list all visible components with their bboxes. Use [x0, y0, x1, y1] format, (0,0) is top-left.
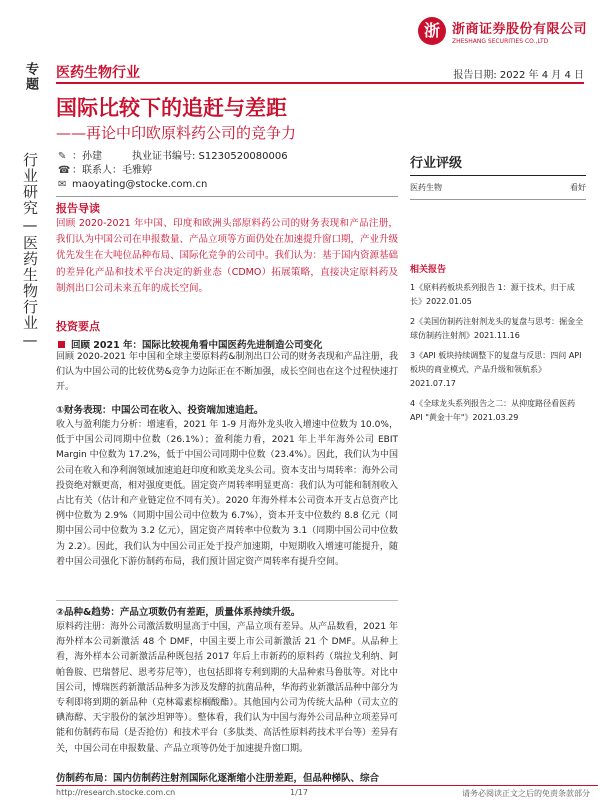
points-intro: 回顾 2020-2021 年中国和全球主要原料药&制剂出口公司的财务表现和产品注册，我们认为中国公司的比较优势&竞争力边际正在不断加强，成长空间也在这个过程快速打开。	[56, 352, 398, 393]
page-subtitle: ——再论中印欧原料药公司的竞争力	[56, 124, 297, 142]
rating-value: 看好	[570, 183, 586, 192]
page-title: 国际比较下的追赶与差距	[56, 96, 287, 120]
rating-rule	[410, 175, 586, 176]
related-title: 相关报告	[410, 265, 447, 275]
variety-text: 原料药注册：海外公司激活数明显高于中国，产品立项有差异。从产品数看，2021 年海外样本公司新激活 48 个 DMF，中国主要上市公司新激活 21 个 DMF。从品种上看，海外样本公司新激活品种既包括 2017 年后上市新药的原料药（瑞拉戈利纳、阿帕鲁胺、巴瑞替尼、恩考芬尼等），也包括即将专利到期的大品种索马鲁肽等。对比中国公司，博瑞医药新激活品种多为涉及发酵的抗菌品种，华海药业新激活品种中部分为专利即将到期的新品种（克林霉素棕榈酸酯）。其他国内公司为传统大品种（司太立的碘海醇、天宇股份的氯沙坦钾等）。整体看，我们认为中国与海外公司品种立项差异可能和仿制药布局（是否抢仿）和技术平台（多肽类、高活性原料药技术平台等）差异有关，中国公司在申报数量、产品立项等仍处于加速提升窗口期。	[56, 622, 399, 754]
related-list	[410, 281, 586, 425]
email-icon: ✉	[58, 179, 67, 190]
points-bullet-text: 回顾 2021 年：国际比较视角看中国医药先进制造公司变化	[71, 340, 323, 351]
industry-tag: 医药生物行业	[56, 65, 140, 81]
page-number: 1/17	[290, 788, 308, 797]
report-date: 报告日期: 2022 年 4 月 4 日	[453, 70, 584, 81]
rating-panel	[410, 152, 586, 200]
band-top-label: 专题	[23, 62, 38, 92]
analyst-row	[58, 150, 288, 164]
finance-heading: ①财务表现：中国公司在收入、投资端加速追赶。	[56, 405, 264, 416]
logo-mark: 浙	[418, 17, 446, 45]
guide-text: 回顾 2020-2021 年中国、印度和欧洲头部原料药公司的财务表现和产品注册，我们认为中国公司在申报数量、产品立项等方面仍处在加速提升窗口期，产业升级优先发生在大吨位品种布局、国际化竞争的公司中。我们认为：基于国内资源基础的差异化产品和技术平台决定的新业态（CDMO）拓展策略，直接决定原料药及制剂出口公司未来五年的成长空间。	[56, 218, 399, 294]
related-item[interactable]: 3《API 板块持续调整下的复盘与反思：四问 API 板块的商业模式、产品升级和领航系》2021.07.17	[410, 351, 582, 388]
email-row	[58, 178, 288, 192]
related-item[interactable]: 2《美国仿制药注射剂龙头的复盘与思考：掘金全球仿制药注射剂》2021.11.16	[410, 317, 584, 340]
header-divider	[56, 82, 584, 84]
contact-person: ：联系人：毛雅婷	[72, 165, 152, 176]
footer-disclaimer: 请务必阅读正文之后的免责条款部分	[462, 789, 590, 798]
points-bullet	[58, 337, 323, 351]
logo-name-en: ZHESHANG SECURITIES CO.,LTD	[452, 37, 549, 45]
analyst-cert: 执业证书编号: S1230520080006	[132, 151, 288, 162]
band-bottom-label: 行业研究—医药生物行业—	[21, 152, 39, 350]
analyst-name: ：孙建	[72, 151, 102, 162]
guide-heading: 报告导读	[56, 202, 100, 215]
bullet-square-icon	[58, 341, 65, 348]
analyst-info	[58, 150, 288, 192]
related-item[interactable]: 4《全球龙头系列报告之二：从抑度路径看医药 API "黄金十年"》2021.03.29	[410, 399, 576, 422]
logo-name-cn: 浙商证券股份有限公司	[452, 21, 588, 37]
left-band	[16, 62, 44, 92]
section-divider	[56, 600, 398, 601]
company-logo	[418, 14, 588, 48]
footer-divider	[56, 785, 598, 786]
phone-icon: ☎	[58, 165, 71, 176]
logo-text	[452, 18, 587, 45]
related-panel	[410, 262, 586, 431]
rating-row	[410, 182, 586, 200]
rating-title: 行业评级	[410, 156, 463, 171]
user-icon: ✎	[58, 151, 67, 162]
footer-url[interactable]: http://research.stocke.com.cn	[56, 788, 176, 797]
contact-row	[58, 164, 288, 178]
variety-heading: ②品种&趋势：产品立项数仍有差距，质量体系持续升级。	[56, 607, 301, 618]
related-item[interactable]: 1《原料药板块系列报告 1：源于技术，归于成长》2022.01.05	[410, 283, 575, 306]
points-heading: 投资要点	[56, 320, 100, 333]
rating-industry: 医药生物	[410, 183, 442, 192]
divider	[56, 196, 398, 197]
generic-heading: 仿制药布局：国内仿制药注射剂国际化逐渐缩小注册差距，但品种梯队、综合	[56, 773, 380, 784]
email-link[interactable]: maoyating@stocke.com.cn	[72, 179, 208, 190]
finance-text: 收入与盈利能力分析：增速看，2021 年 1-9 月海外龙头收入增速中位数为 10.0%，低于中国公司同期中位数（26.1%）；盈利能力看，2021 年上半年海外公司 EBIT Margin 中位数为 17.2%，低于中国公司同期中位数（23.4%）。因此，我们认为中国公司在收入和净利润领域加速追赶印度和欧美龙头公司。资本支出与周转率：海外公司投资绝对额更高，相对强度更低。固定资产周转率明显更高：我们认为可能和制剂收入占比有关（估计和产业链定位不同有关）。2020 年海外样本公司资本开支占总资产比例中位数为 2.9%（同期中国公司中位数为 6.7%），资本开支中位数约 8.8 亿元（同期中国公司中位数为 3.2 亿元），固定资产周转率中位数为 3.1（同期中国公司中位数为 2.2）。因此，我们认为中国公司正处于投产加速期，中短期收入增速可能提升，随着中国公司强化下游仿制药布局，我们预计固定资产周转率有提升空间。	[56, 420, 399, 567]
